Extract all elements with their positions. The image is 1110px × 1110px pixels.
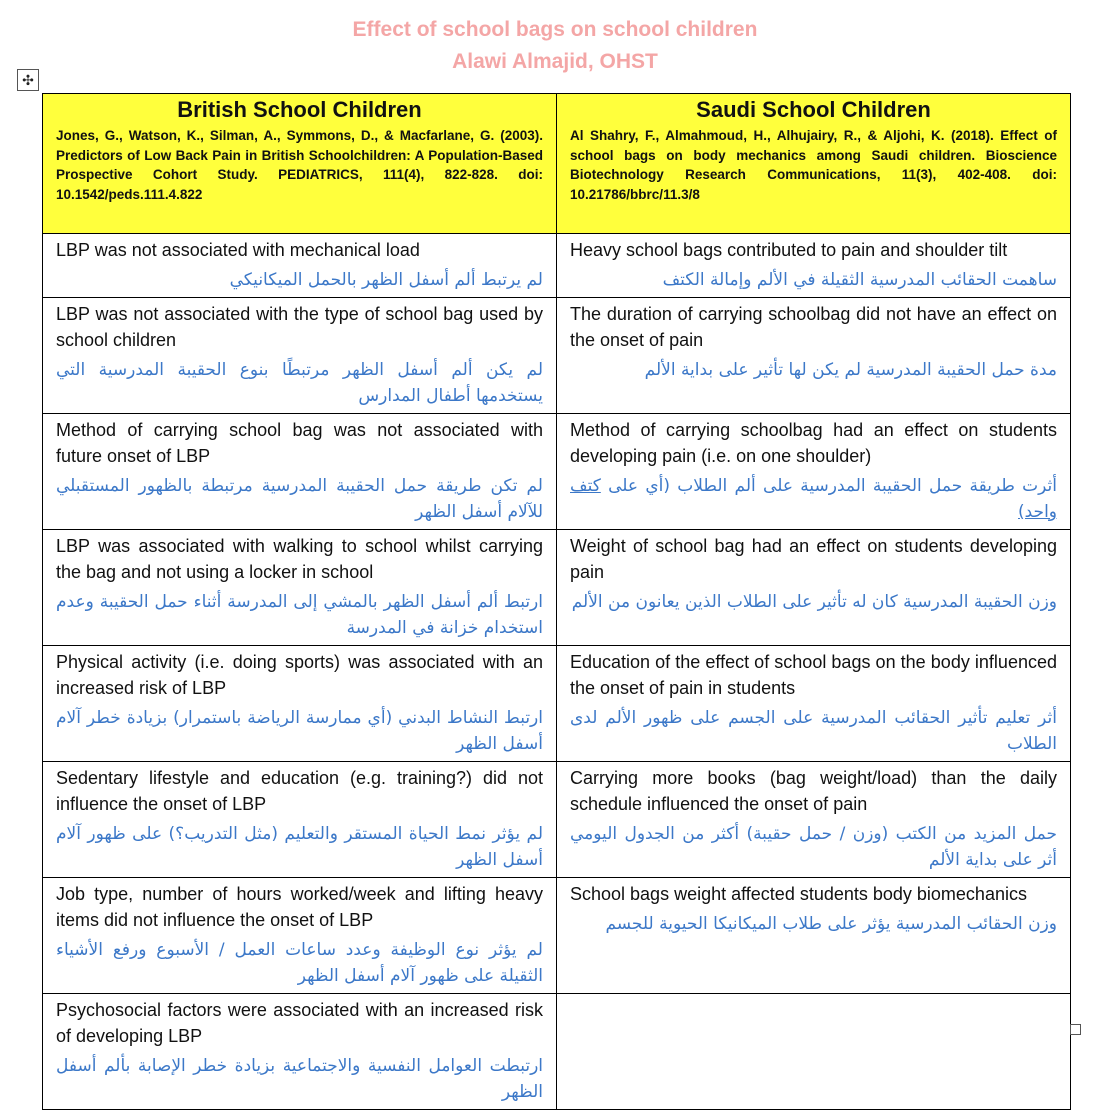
table-row — [43, 530, 1071, 646]
british-finding-ar: لم يؤثر نمط الحياة المستقر والتعليم (مثل التدريب؟) على ظهور آلام أسفل الظهر — [56, 824, 543, 870]
saudi-finding-ar: وزن الحقيبة المدرسية كان له تأثير على الطلاب الذين يعانون من الألم — [571, 592, 1057, 612]
british-finding-cell — [43, 530, 557, 646]
saudi-column-heading: Saudi School Children — [696, 97, 931, 122]
british-finding-en: Job type, number of hours worked/week and lifting heavy items did not influence the onset of LBP — [56, 884, 543, 930]
table-row — [43, 762, 1071, 878]
saudi-finding-en: Method of carrying schoolbag had an effect on students developing pain (i.e. on one shoulder) — [570, 420, 1057, 466]
saudi-finding-ar: مدة حمل الحقيبة المدرسية لم يكن لها تأثير على بداية الألم — [644, 360, 1057, 380]
saudi-finding-ar: حمل المزيد من الكتب (وزن / حمل حقيبة) أكثر من الجدول اليومي أثر على بداية الألم — [570, 824, 1057, 870]
table-row — [43, 646, 1071, 762]
british-finding-ar: ارتبط النشاط البدني (أي ممارسة الرياضة باستمرار) بزيادة خطر آلام أسفل الظهر — [56, 708, 543, 754]
british-reference: Jones, G., Watson, K., Silman, A., Symmons, D., & Macfarlane, G. (2003). Predictors of Low Back Pain in British Schoolchildren: A Population-Based Prospective Cohort Study. PEDIATRICS, 111(4), 822-828. doi: 10.1542/peds.111.4.822 — [56, 128, 543, 202]
british-finding-cell — [43, 646, 557, 762]
british-column-heading: British School Children — [177, 97, 422, 122]
british-finding-en: LBP was not associated with the type of school bag used by school children — [56, 304, 543, 350]
british-finding-ar: لم يكن ألم أسفل الظهر مرتبطًا بنوع الحقيبة المدرسية التي يستخدمها أطفال المدارس — [56, 360, 543, 406]
saudi-finding-ar: ساهمت الحقائب المدرسية الثقيلة في الألم وإمالة الكتف — [662, 270, 1057, 290]
british-finding-en: LBP was associated with walking to school whilst carrying the bag and not using a locker in school — [56, 536, 543, 582]
british-finding-cell — [43, 994, 557, 1110]
saudi-finding-en: Heavy school bags contributed to pain and shoulder tilt — [570, 240, 1008, 260]
british-finding-en: Method of carrying school bag was not associated with future onset of LBP — [56, 420, 543, 466]
table-move-handle-icon[interactable]: ✣ — [17, 69, 39, 91]
british-finding-cell — [43, 234, 557, 298]
saudi-finding-en: Carrying more books (bag weight/load) than the daily schedule influenced the onset of pain — [570, 768, 1057, 814]
table-row — [43, 878, 1071, 994]
saudi-finding-cell — [557, 234, 1071, 298]
saudi-finding-en: The duration of carrying schoolbag did not have an effect on the onset of pain — [570, 304, 1057, 350]
british-finding-cell — [43, 298, 557, 414]
british-finding-cell — [43, 878, 557, 994]
table-row — [43, 994, 1071, 1110]
table-row — [43, 298, 1071, 414]
british-finding-ar: لم يؤثر نوع الوظيفة وعدد ساعات العمل / الأسبوع ورفع الأشياء الثقيلة على ظهور آلام أسفل الظهر — [56, 940, 543, 986]
british-finding-ar: لم يرتبط ألم أسفل الظهر بالحمل الميكانيكي — [229, 270, 543, 290]
saudi-finding-cell — [557, 762, 1071, 878]
saudi-finding-ar-container — [570, 473, 1057, 525]
table-header-row — [43, 94, 1071, 234]
british-finding-en: Sedentary lifestyle and education (e.g. training?) did not influence the onset of LBP — [56, 768, 543, 814]
table-row — [43, 414, 1071, 530]
table-row — [43, 234, 1071, 298]
saudi-finding-en: Education of the effect of school bags on the body influenced the onset of pain in students — [570, 652, 1057, 698]
british-finding-en: Physical activity (i.e. doing sports) was associated with an increased risk of LBP — [56, 652, 543, 698]
saudi-finding-cell — [557, 646, 1071, 762]
british-finding-ar: لم تكن طريقة حمل الحقيبة المدرسية مرتبطة بالظهور المستقبلي للآلام أسفل الظهر — [56, 476, 543, 522]
british-finding-en: Psychosocial factors were associated with an increased risk of developing LBP — [56, 1000, 543, 1046]
document-title: Effect of school bags on school children — [352, 18, 758, 41]
british-finding-en: LBP was not associated with mechanical load — [56, 240, 420, 260]
saudi-finding-cell — [557, 298, 1071, 414]
comparison-table — [42, 93, 1071, 1110]
saudi-header-cell — [557, 94, 1071, 234]
british-header-cell — [43, 94, 557, 234]
saudi-reference: Al Shahry, F., Almahmoud, H., Alhujairy, R., & Aljohi, K. (2018). Effect of school bags on body mechanics among Saudi children. Bioscience Biotechnology Research Communications, 11(3), 402-408. doi: 10.21786/bbrc/11.3/8 — [570, 128, 1057, 202]
british-finding-cell — [43, 762, 557, 878]
british-finding-cell — [43, 414, 557, 530]
saudi-finding-cell — [557, 878, 1071, 994]
british-finding-ar: ارتبط ألم أسفل الظهر بالمشي إلى المدرسة أثناء حمل الحقيبة وعدم استخدام خزانة في المدرسة — [56, 592, 543, 638]
british-finding-ar: ارتبطت العوامل النفسية والاجتماعية بزيادة خطر الإصابة بألم أسفل الظهر — [56, 1056, 543, 1102]
saudi-finding-cell — [557, 414, 1071, 530]
saudi-finding-ar: وزن الحقائب المدرسية يؤثر على طلاب الميكانيكا الحيوية للجسم — [605, 914, 1057, 934]
table-resize-handle[interactable] — [1070, 1024, 1081, 1035]
saudi-finding-ar: أثرت طريقة حمل الحقيبة المدرسية على ألم الطلاب (أي على — [608, 476, 1057, 496]
saudi-finding-en: School bags weight affected students body biomechanics — [570, 884, 1027, 904]
saudi-finding-en: Weight of school bag had an effect on students developing pain — [570, 536, 1057, 582]
saudi-empty-cell — [557, 994, 1071, 1110]
saudi-finding-cell — [557, 530, 1071, 646]
document-author: Alawi Almajid, OHST — [452, 50, 658, 73]
saudi-finding-ar-underlined: كتف واحد) — [570, 476, 1057, 522]
saudi-finding-ar: أثر تعليم تأثير الحقائب المدرسية على الجسم على ظهور الألم لدى الطلاب — [570, 708, 1057, 754]
